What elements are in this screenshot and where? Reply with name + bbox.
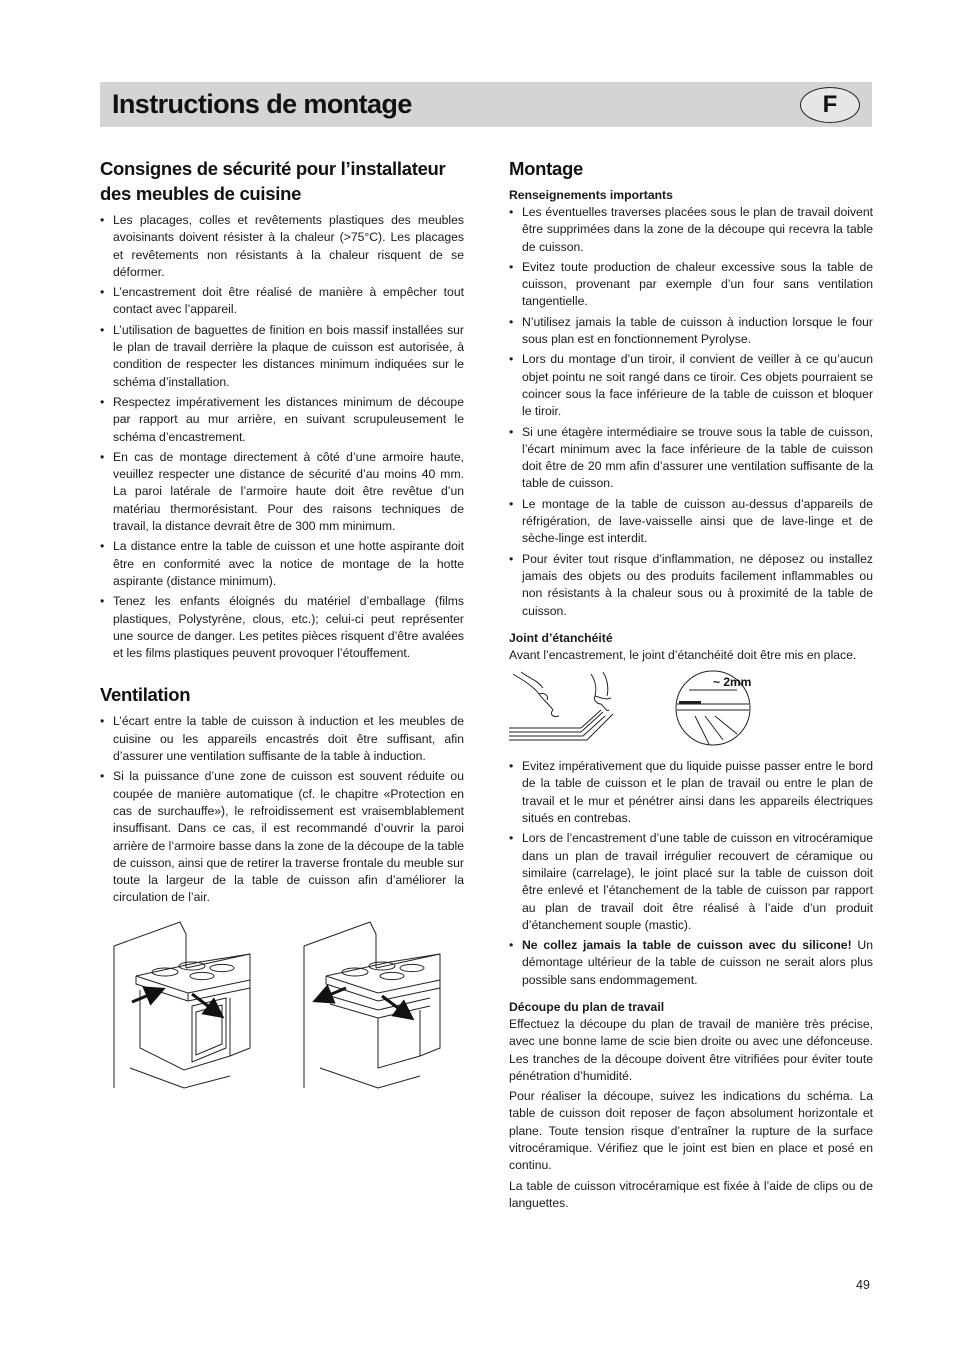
ventilation-illustration — [110, 918, 450, 1090]
header-banner — [100, 82, 872, 127]
list-item: • Le montage de la table de cuisson au-dessus d’appareils de réfrigération, de lave-vaisselle ainsi que de lave-linge et de sèche-linge est interdit. — [509, 496, 873, 548]
list-item: • Pour éviter tout risque d’inflammation, ne déposez ou installez jamais des objets ou des produits facilement inflammables ou non résistants à la chaleur sous ou à proximité de la table de cuisson. — [509, 551, 873, 620]
joint-heading: Joint d’étanchéité — [509, 630, 613, 645]
safety-list — [100, 212, 464, 662]
list-item: • Si une étagère intermédiaire se trouve sous la table de cuisson, l’écart minimum avec la face inférieure de la table de cuisson doit être de 20 mm afin d’assurer une ventilation suffisante de la table de cuisson. — [509, 424, 873, 493]
list-item: • N’utilisez jamais la table de cuisson à induction lorsque le four sous plan est en fonctionnement Pyrolyse. — [509, 314, 873, 349]
joint-intro-text: Avant l’encastrement, le joint d’étanchéité doit être mis en place. — [509, 647, 857, 662]
silicone-warning-item — [509, 937, 873, 989]
montage-section-title: Montage — [509, 158, 583, 179]
cutout-heading: Découpe du plan de travail — [509, 999, 665, 1014]
list-item: • Lors du montage d’un tiroir, il convient de veiller à ce qu’aucun objet pointu ne soit rangé dans ce tiroir. Ces objets pourraient se coincer sous la face inférieure de la table de cuisson et bloquer le tiroir. — [509, 351, 873, 420]
list-item: • L’encastrement doit être réalisé de manière à empêcher tout contact avec l’appareil. — [100, 284, 464, 319]
cutout-paragraph: La table de cuisson vitrocéramique est fixée à l’aide de clips ou de languettes. — [509, 1178, 873, 1210]
silicone-warning-text: Un démontage ultérieur de la table de cuisson ne serait alors plus possible sans endommagement. — [522, 938, 873, 987]
list-item: • L’écart entre la table de cuisson à induction et les meubles de cuisine ou les appareils encastrés doit être suffisant, afin d’assurer une ventilation suffisante de la table à induction. — [100, 713, 464, 765]
ventilation-list — [100, 713, 464, 906]
list-item: • Si la puissance d’une zone de cuisson est souvent réduite ou coupée de manière automatique (cf. le chapitre «Protection en cas de surchauffe»), le refroidissement est vraisemblablement insuffisant. Dans ce cas, il est recommandé d’ouvrir la paroi arrière de l’armoire basse dans la zone de la découpe de la table de cuisson, ainsi que de retirer la traverse frontale du meuble sur toute la largeur de la table de cuisson afin d’améliorer la circulation de l’air. — [100, 768, 464, 906]
cutout-paragraph: Pour réaliser la découpe, suivez les indications du schéma. La table de cuisson doit reposer de façon absolument horizontale et plane. Toute tension risque d’entraîner la rupture de la surface vitrocéramique. Vérifiez que le joint est bien en place et posé en continu. — [509, 1089, 873, 1173]
gap-label: ~ 2mm — [713, 675, 752, 690]
ventilation-section-title: Ventilation — [100, 684, 191, 706]
cutout-paragraph: Effectuez la découpe du plan de travail de manière très précise, avec une bonne lame de scie bien droite ou avec une défonceuse. Les tranches de la découpe doivent être vitrifiées pour éviter toute pénétration d’humidité. — [509, 1016, 873, 1083]
important-info-heading: Renseignements importants — [509, 188, 673, 202]
silicone-warning-bold: Ne collez jamais la table de cuisson avec du silicone! — [522, 938, 852, 953]
list-item: • Respectez impérativement les distances minimum de découpe par rapport au mur arrière, en suivant scrupuleusement le schéma d’encastrement. — [100, 394, 464, 446]
list-item: • Evitez toute production de chaleur excessive sous la table de cuisson, provenant par exemple d’un four sans ventilation tangentielle. — [509, 259, 873, 311]
right-column — [509, 156, 873, 1215]
page-number: 49 — [856, 1278, 870, 1292]
list-item: • Lors de l’encastrement d’une table de cuisson en vitrocéramique dans un plan de travail irrégulier recouvert de céramique ou similaire (carrelage), le joint placé sur la table de cuisson doit être enlevé et l’étanchement de la table de cuisson par rapport au plan de travail doit être réalisé à l’aide d’un produit d’étanchement souple (mastic). — [509, 830, 873, 934]
list-item: • En cas de montage directement à côté d’une armoire haute, veuillez respecter une distance de sécurité d’au moins 40 mm. La paroi latérale de l’armoire haute doit être revêtue d’un matériau thermorésistant. Pour des raisons techniques de travail, la distance devrait être de 300 mm minimum. — [100, 449, 464, 535]
list-item: • Evitez impérativement que du liquide puisse passer entre le bord de la table de cuisson et le plan de travail ou entre le plan de travail et le mur et pénétrer ainsi dans les appareils électriques situés en contrebas. — [509, 758, 873, 827]
list-item: • L’utilisation de baguettes de finition en bois massif installées sur le plan de travail derrière la plaque de cuisson est autorisée, à condition de respecter les distances minimum indiquées sur le schéma d’installation. — [100, 322, 464, 391]
list-item: • Les placages, colles et revêtements plastiques des meubles avoisinants doivent résister à la chaleur (>75°C). Les placages et revêtements non résistants à la chaleur risquent de se déformer. — [100, 212, 464, 281]
left-column — [100, 156, 464, 910]
list-item: • Tenez les enfants éloignés du matériel d’emballage (films plastiques, Polystyrène, clous, etc.); celui-ci peut représenter une source de danger. Les petites pièces risquent d’être avalées et les films plastiques peuvent provoquer l’étouffement. — [100, 593, 464, 662]
safety-section-title: Consignes de sécurité pour l’installateur des meubles de cuisine — [100, 158, 446, 204]
list-item: • Les éventuelles traverses placées sous le plan de travail doivent être supprimées dans la zone de la découpe qui recevra la table de cuisson. — [509, 204, 873, 256]
joint-illustration — [509, 670, 873, 750]
important-info-list — [509, 204, 873, 620]
joint-list — [509, 758, 873, 989]
list-item: • La distance entre la table de cuisson et une hotte aspirante doit être en conformité avec la notice de montage de la hotte aspirante (distance minimum). — [100, 538, 464, 590]
language-badge: F — [800, 87, 860, 123]
page-title: Instructions de montage — [112, 89, 412, 119]
